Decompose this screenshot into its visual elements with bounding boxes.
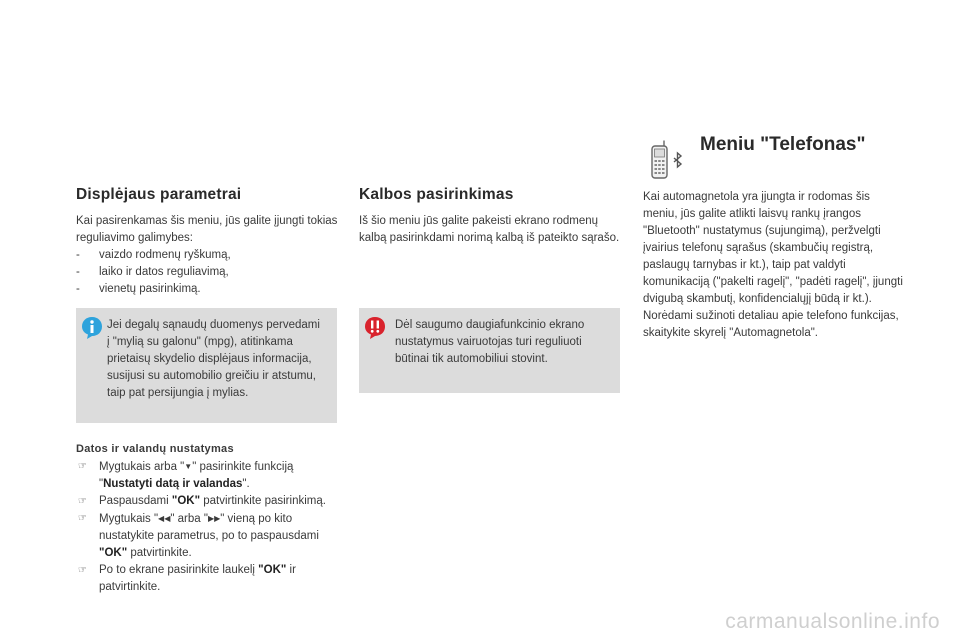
- list-item: ☞ Paspausdami "OK" patvirtinkite pasirinkimą.: [76, 493, 340, 510]
- datetime-section: [76, 443, 340, 596]
- info-icon: [82, 317, 102, 339]
- hand-pointer-icon: ☞: [78, 461, 87, 472]
- warning-note-text: Dėl saugumo daugiafunkcinio ekrano nustatymus vairuotojas turi reguliuoti būtinai tik automobiliui stovint.: [395, 319, 585, 365]
- watermark: carmanualsonline.info: [725, 610, 940, 633]
- hand-pointer-icon: ☞: [78, 565, 87, 576]
- display-intro: Kai pasirenkamas šis meniu, jūs galite įjungti tokias reguliavimo galimybes:: [76, 215, 338, 244]
- list-item: - vienetų pasirinkimą.: [76, 281, 338, 298]
- display-section: [76, 186, 338, 298]
- down-arrow-icon: ▼: [184, 462, 193, 471]
- hand-pointer-icon: ☞: [78, 513, 87, 524]
- datetime-title: Datos ir valandų nustatymas: [76, 443, 234, 455]
- fast-forward-icon: ▶▶: [207, 514, 221, 523]
- telephone-section: [643, 189, 905, 342]
- list-item: ☞ Mygtukais "◀◀" arba "▶▶" vieną po kito nustatykite parametrus, po to paspausdami "OK" patvirtinkite.: [76, 510, 340, 562]
- telephone-paragraph-1: Kai automagnetola yra įjungta ir rodomas šis meniu, jūs galite atlikti laisvų rankų įrangos "Bluetooth" nustatymus (sujungimą), peržvelgti įvairius telefonų sąrašus (skambučių registrą, paslaugų tarnybas ir kt.), taip pat valdyti komunikaciją ("pakelti ragelį", "padėti ragelį", įjungti dvigubą skambutį, konfidencialųjį būdą ir kt.).: [643, 191, 903, 305]
- info-note: [76, 308, 337, 423]
- language-heading: Kalbos pasirinkimas: [359, 186, 514, 203]
- hand-pointer-icon: ☞: [78, 496, 87, 507]
- display-options-list: [76, 247, 338, 298]
- list-item: - vaizdo rodmenų ryškumą,: [76, 247, 338, 264]
- language-section: [359, 186, 621, 247]
- language-text: Iš šio meniu jūs galite pakeisti ekrano rodmenų kalbą pasirinkdami norimą kalbą iš pateikto sąrašo.: [359, 215, 620, 244]
- bluetooth-phone-icon: [648, 140, 686, 180]
- datetime-steps: [76, 458, 340, 596]
- rewind-icon: ◀◀: [158, 514, 171, 523]
- list-item: - laiko ir datos reguliavimą,: [76, 264, 338, 281]
- display-heading: Displėjaus parametrai: [76, 186, 242, 203]
- warning-icon: [365, 317, 385, 339]
- info-note-text: Jei degalų sąnaudų duomenys pervedami į "mylią su galonu" (mpg), atitinkama prietaisų skydelio displėjaus informacija, susijusi su automobilio greičiu ir atstumu, taip pat persijungia į mylias.: [107, 319, 320, 399]
- list-item: ☞ Mygtukais arba "▼" pasirinkite funkciją "Nustatyti datą ir valandas".: [76, 458, 340, 493]
- telephone-title: Meniu "Telefonas": [700, 134, 866, 155]
- warning-note: [359, 308, 620, 393]
- telephone-paragraph-2: Norėdami sužinoti detaliau apie telefono funkcijas, skaitykite skyrelį "Automagnetola".: [643, 310, 899, 339]
- list-item: ☞ Po to ekrane pasirinkite laukelį "OK" ir patvirtinkite.: [78, 564, 296, 593]
